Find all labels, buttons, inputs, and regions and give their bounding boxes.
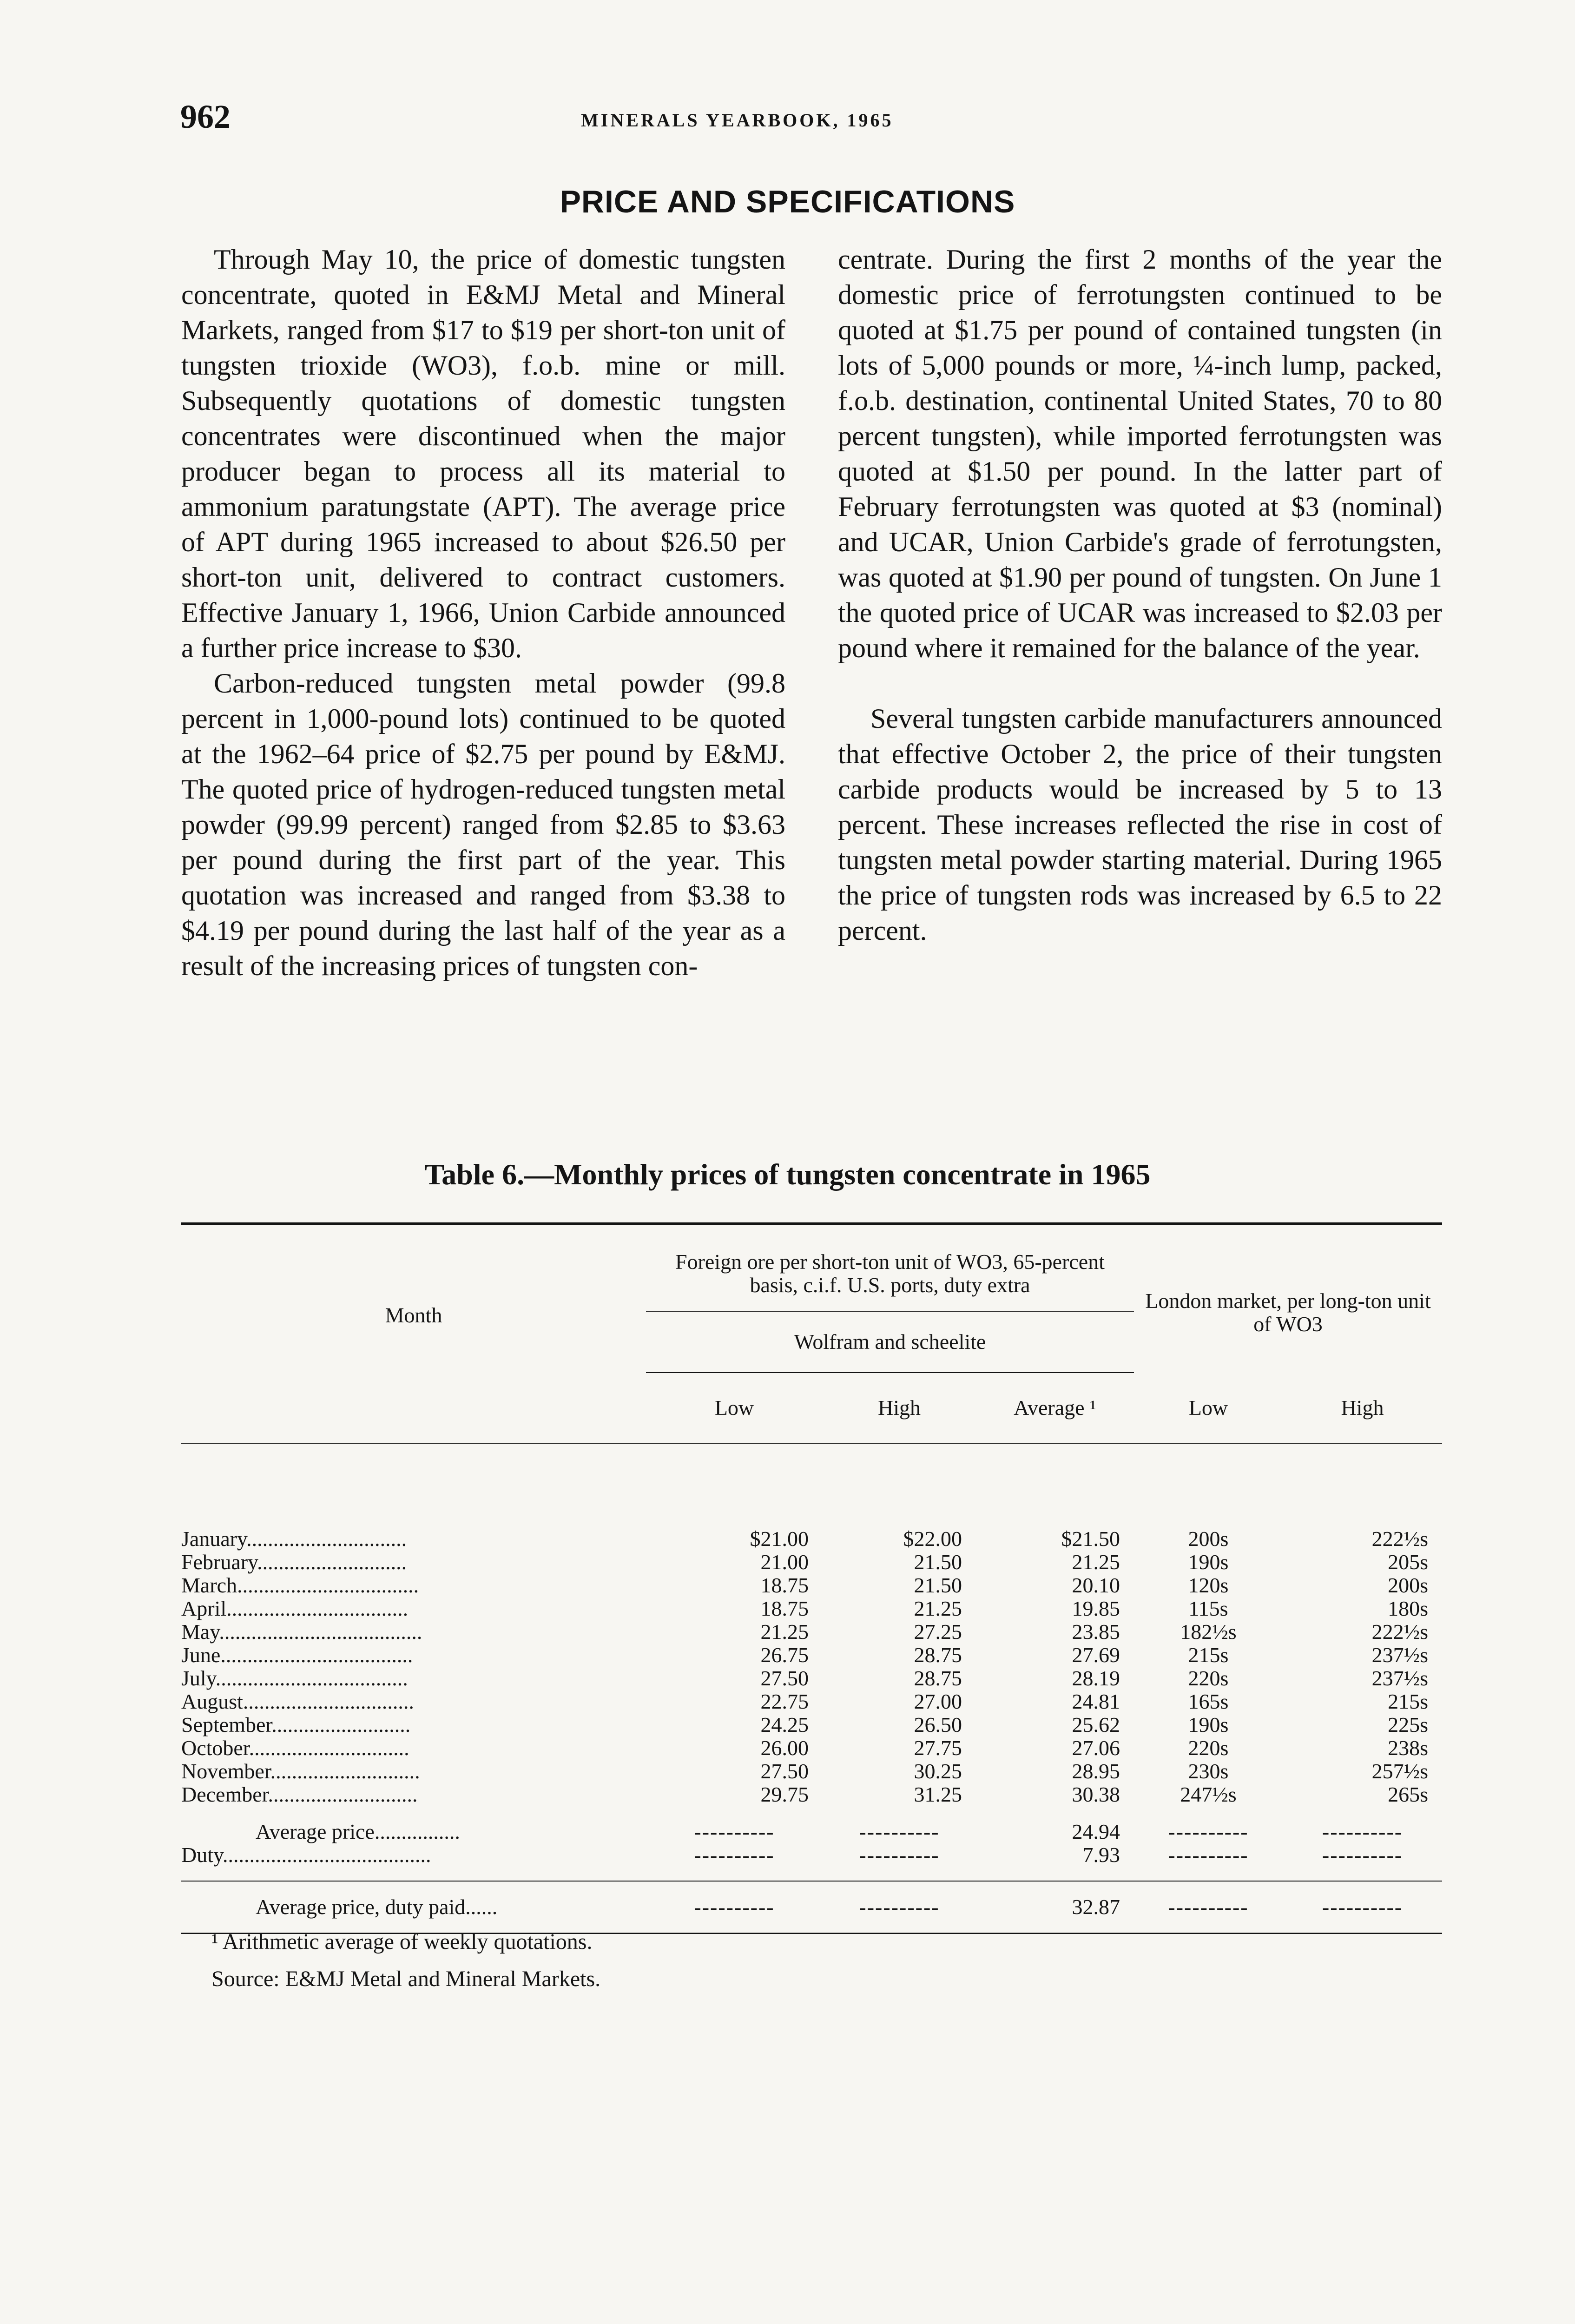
row-month: July.................................... <box>181 1666 408 1690</box>
row-london-low: 200s <box>1188 1527 1229 1551</box>
row-london-low: 220s <box>1188 1736 1229 1760</box>
row-high: 27.75 <box>914 1736 962 1760</box>
row-high: 26.50 <box>914 1713 962 1736</box>
row-month: March.................................. <box>181 1573 419 1597</box>
row-london-high: 200s <box>1388 1573 1428 1597</box>
table-row <box>181 1690 1442 1713</box>
table-row <box>181 1713 1442 1736</box>
summary-dash: ---------- <box>694 1843 775 1867</box>
table-row <box>181 1667 1442 1690</box>
row-average: 27.06 <box>1072 1736 1120 1760</box>
header-month: Month <box>181 1224 646 1444</box>
row-london-low: 165s <box>1188 1690 1229 1713</box>
row-month: November............................ <box>181 1759 420 1783</box>
row-london-high: 205s <box>1388 1550 1428 1574</box>
paragraph-metal-powder: Carbon-reduced tungsten metal powder (99.8 percent in 1,000-pound lots) continued to be quoted at the 1962–64 price of $2.75 per pound by E&MJ. The quoted price of hydrogen-reduced tungsten metal powder (99.99 percent) ranged from $2.85 to $3.63 per pound during the first part of the year. This quotation was increased and ranged from $3.38 to $4.19 per pound during the last half of the year as a result of the increasing prices of tungsten con- <box>181 668 785 981</box>
row-high: 27.25 <box>914 1620 962 1644</box>
table-body <box>181 1443 1442 1806</box>
table-row <box>181 1760 1442 1783</box>
row-average: 30.38 <box>1072 1783 1120 1806</box>
summary-dash: ---------- <box>1322 1843 1403 1867</box>
summary-dash: ---------- <box>859 1895 940 1919</box>
header-average: Average ¹ <box>1014 1396 1096 1419</box>
header-london-group: London market, per long-ton unit of WO3 <box>1145 1289 1431 1336</box>
row-average: 24.81 <box>1072 1690 1120 1713</box>
row-low: 18.75 <box>760 1597 809 1620</box>
row-average: 23.85 <box>1072 1620 1120 1644</box>
row-high: 28.75 <box>914 1643 962 1667</box>
table-row <box>181 1443 1442 1551</box>
summary-duty-label: Duty....................................... <box>181 1843 431 1867</box>
table-row <box>181 1620 1442 1644</box>
row-high: 30.25 <box>914 1759 962 1783</box>
row-london-high: 225s <box>1388 1713 1428 1736</box>
row-london-high: 265s <box>1388 1783 1428 1806</box>
header-london-high: High <box>1341 1395 1384 1419</box>
table-summary <box>181 1806 1442 1934</box>
row-london-high: 238s <box>1388 1736 1428 1760</box>
summary-dash: ---------- <box>1168 1843 1249 1867</box>
row-low: 27.50 <box>760 1666 809 1690</box>
header-foreign-group: Foreign ore per short-ton unit of WO3, 65-percent basis, c.i.f. U.S. ports, duty extra <box>646 1224 1134 1312</box>
header-wolfram-group: Wolfram and scheelite <box>646 1311 1134 1373</box>
row-high: 28.75 <box>914 1666 962 1690</box>
summary-dash: ---------- <box>694 1895 775 1919</box>
row-london-low: 120s <box>1188 1573 1229 1597</box>
row-london-low: 220s <box>1188 1666 1229 1690</box>
section-title: PRICE AND SPECIFICATIONS <box>560 184 1015 219</box>
row-high: 27.00 <box>914 1690 962 1713</box>
summary-duty-value: 7.93 <box>1082 1843 1120 1867</box>
row-london-high: 215s <box>1388 1690 1428 1713</box>
summary-average-value: 24.94 <box>1072 1820 1120 1843</box>
row-london-high: 237½s <box>1371 1643 1428 1667</box>
summary-dash: ---------- <box>859 1820 940 1843</box>
header-low: Low <box>714 1396 754 1419</box>
row-month: June.................................... <box>181 1643 413 1667</box>
row-average: 21.25 <box>1072 1550 1120 1574</box>
table-row <box>181 1736 1442 1760</box>
running-head: MINERALS YEARBOOK, 1965 <box>581 110 894 131</box>
summary-duty-paid-label: Average price, duty paid...... <box>256 1895 498 1919</box>
table-row <box>181 1574 1442 1597</box>
row-high: 21.50 <box>914 1550 962 1574</box>
row-high: 31.25 <box>914 1783 962 1806</box>
summary-duty-paid-value: 32.87 <box>1072 1895 1120 1919</box>
summary-dash: ---------- <box>1322 1895 1403 1919</box>
row-high: 21.50 <box>914 1573 962 1597</box>
row-low: 21.00 <box>760 1550 809 1574</box>
summary-dash: ---------- <box>694 1820 775 1843</box>
row-month: October.............................. <box>181 1736 409 1760</box>
row-low: 29.75 <box>760 1783 809 1806</box>
left-column <box>181 242 785 984</box>
row-london-low: 182½s <box>1180 1620 1237 1644</box>
row-average: 28.95 <box>1072 1759 1120 1783</box>
row-month: September.......................... <box>181 1713 411 1736</box>
summary-dash: ---------- <box>1168 1820 1249 1843</box>
row-london-high: 257½s <box>1371 1759 1428 1783</box>
row-london-high: 180s <box>1388 1597 1428 1620</box>
row-average: 20.10 <box>1072 1573 1120 1597</box>
paragraph-ferrotungsten: centrate. During the first 2 months of the year the domestic price of ferrotungsten continued to be quoted at $1.75 per pound of contained tungsten (in lots of 5,000 pounds or more, ¼-inch lump, packed, f.o.b. destination, continental United States, 70 to 80 percent tungsten), while imported ferrotungsten was quoted at $1.50 per pound. In the latter part of February ferrotungsten was quoted at $3 (nominal) and UCAR, Union Carbide's grade of ferrotungsten, was quoted at $1.90 per pound of tungsten. On June 1 the quoted price of UCAR was increased to $2.03 per pound where it remained for the balance of the year. <box>838 244 1442 663</box>
row-london-low: 247½s <box>1180 1783 1237 1806</box>
row-average: 27.69 <box>1072 1643 1120 1667</box>
row-london-low: 190s <box>1188 1713 1229 1736</box>
table-row <box>181 1597 1442 1620</box>
header-london-low: Low <box>1188 1395 1228 1419</box>
summary-average-label: Average price................ <box>256 1820 460 1843</box>
row-london-high: 222½s <box>1371 1527 1428 1551</box>
paragraph-carbide: Several tungsten carbide manufacturers announced that effective October 2, the price of their tungsten carbide products would be increased by 5 to 13 percent. These increases reflected the rise in cost of tungsten metal powder starting material. During 1965 the price of tungsten rods was increased by 6.5 to 22 percent. <box>838 703 1442 946</box>
row-low: 26.00 <box>760 1736 809 1760</box>
row-month: January.............................. <box>181 1527 407 1551</box>
row-high: 21.25 <box>914 1597 962 1620</box>
paragraph-apt-price: Through May 10, the price of domestic tungsten concentrate, quoted in E&MJ Metal and Mineral Markets, ranged from $17 to $19 per short-ton unit of tungsten trioxide (WO3), f.o.b. mine or mill. Subsequently quotations of domestic tungsten concentrates were discontinued when the major producer began to process all its material to ammonium paratungstate (APT). The average price of APT during 1965 increased to about $26.50 per short-ton unit, delivered to contract customers. Effective January 1, 1966, Union Carbide announced a further price increase to $30. <box>181 244 785 663</box>
row-month: December............................ <box>181 1783 418 1806</box>
footnote-weekly: ¹ Arithmetic average of weekly quotations. <box>211 1929 593 1954</box>
row-month: May...................................... <box>181 1620 422 1644</box>
row-london-low: 230s <box>1188 1759 1229 1783</box>
table-row <box>181 1644 1442 1667</box>
row-average: 28.19 <box>1072 1666 1120 1690</box>
summary-dash: ---------- <box>1322 1820 1403 1843</box>
row-low: $21.00 <box>750 1527 809 1551</box>
row-london-high: 222½s <box>1371 1620 1428 1644</box>
row-london-low: 115s <box>1188 1597 1228 1620</box>
header-high: High <box>878 1396 921 1419</box>
row-london-low: 215s <box>1188 1643 1229 1667</box>
row-month: February............................ <box>181 1550 407 1574</box>
row-low: 27.50 <box>760 1759 809 1783</box>
row-london-high: 237½s <box>1371 1666 1428 1690</box>
footnote-source: Source: E&MJ Metal and Mineral Markets. <box>211 1967 601 1991</box>
table-title: Table 6.—Monthly prices of tungsten concentrate in 1965 <box>424 1158 1151 1191</box>
row-average: 25.62 <box>1072 1713 1120 1736</box>
row-high: $22.00 <box>903 1527 962 1551</box>
row-low: 24.25 <box>760 1713 809 1736</box>
row-low: 18.75 <box>760 1573 809 1597</box>
summary-dash: ---------- <box>859 1843 940 1867</box>
row-low: 22.75 <box>760 1690 809 1713</box>
price-table <box>181 1222 1442 1934</box>
row-london-low: 190s <box>1188 1550 1229 1574</box>
row-low: 26.75 <box>760 1643 809 1667</box>
row-month: April.................................. <box>181 1597 409 1620</box>
row-low: 21.25 <box>760 1620 809 1644</box>
page-number: 962 <box>180 98 231 135</box>
row-average: $21.50 <box>1061 1527 1120 1551</box>
right-column <box>838 242 1442 948</box>
table-row <box>181 1551 1442 1574</box>
row-average: 19.85 <box>1072 1597 1120 1620</box>
table-row <box>181 1783 1442 1806</box>
summary-dash: ---------- <box>1168 1895 1249 1919</box>
row-month: August................................ <box>181 1690 414 1713</box>
